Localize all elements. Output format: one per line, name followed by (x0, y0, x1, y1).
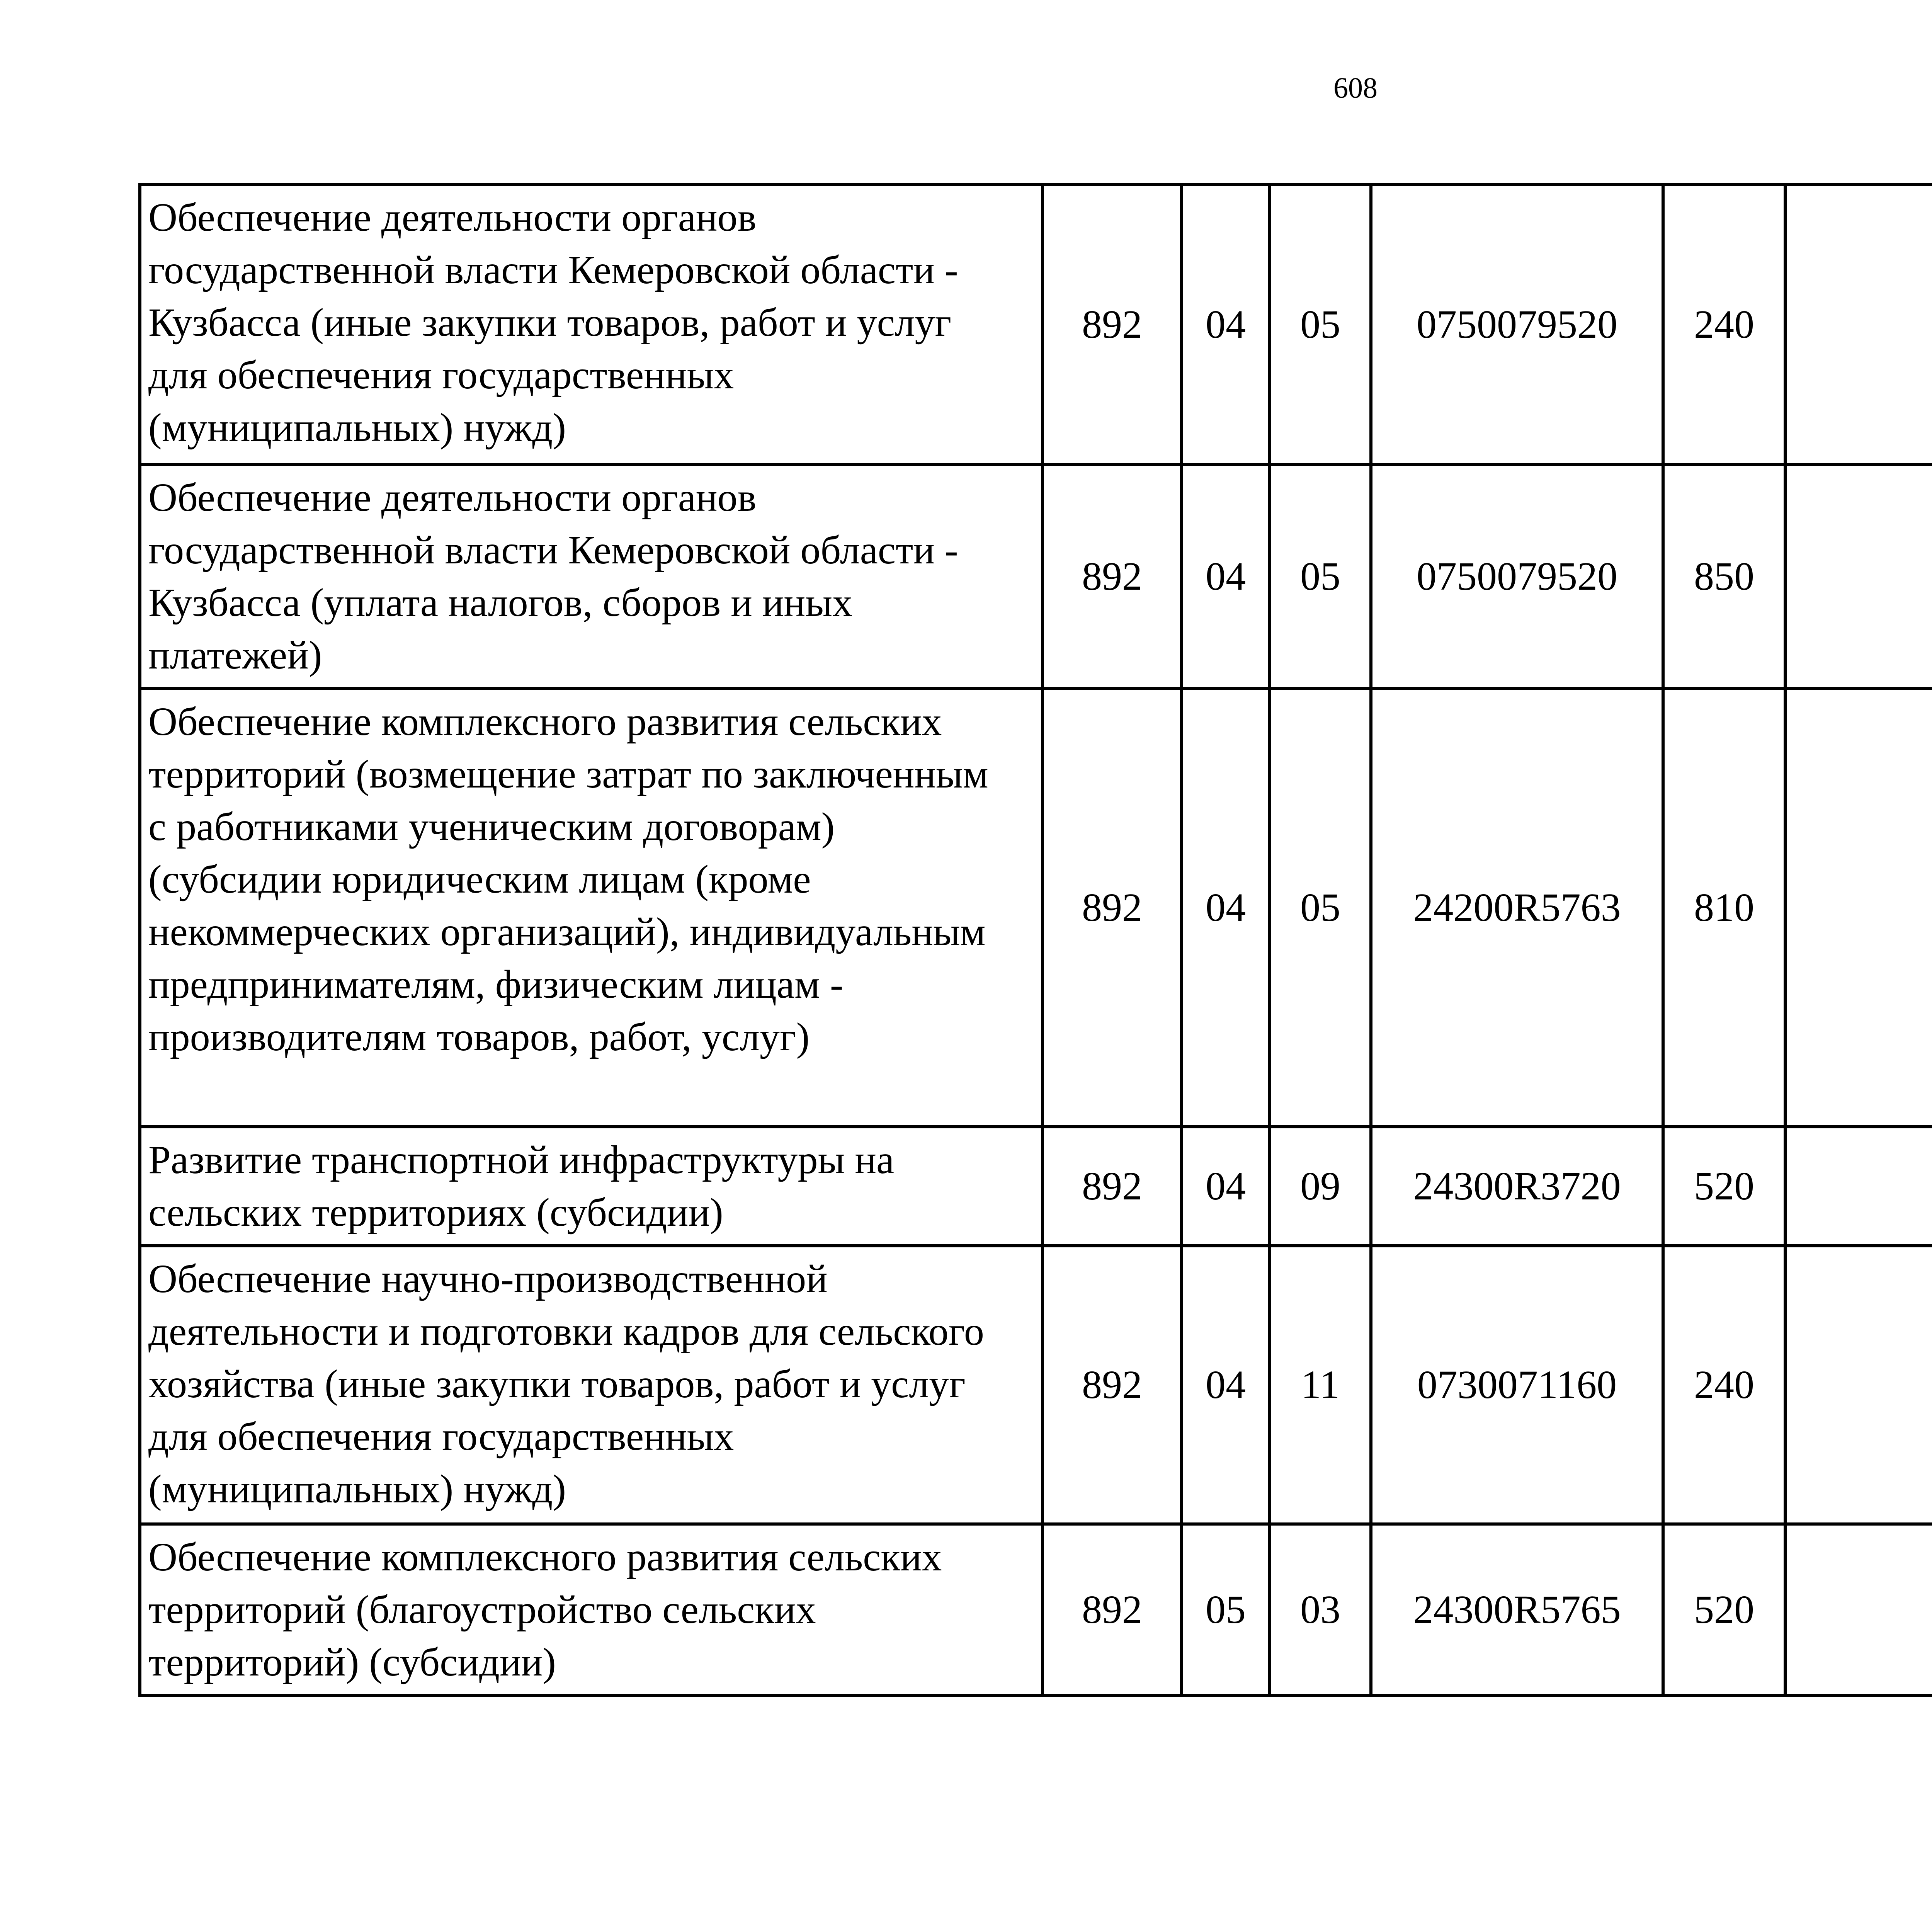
description-line: для обеспечения государственных (148, 1414, 734, 1459)
target-article-cell: 24300R5765 (1371, 1524, 1663, 1696)
description-cell (140, 1524, 1043, 1696)
description-line: территорий) (субсидии) (148, 1640, 556, 1684)
amount-year-1-cell (1785, 464, 1932, 689)
description-cell (140, 1127, 1043, 1246)
amount-year-1-cell (1785, 1246, 1932, 1524)
subsection-code-cell: 05 (1270, 464, 1371, 689)
ministry-code-cell: 892 (1043, 1524, 1182, 1696)
target-article-cell: 24300R3720 (1371, 1127, 1663, 1246)
description-line: (муниципальных) нужд) (148, 405, 566, 450)
description-line: производителям товаров, работ, услуг) (148, 1015, 810, 1059)
description-line: предпринимателям, физическим лицам - (148, 962, 844, 1007)
description-line: территорий (возмещение затрат по заключенным (148, 752, 988, 796)
target-article-cell: 0730071160 (1371, 1246, 1663, 1524)
description-line: Обеспечение комплексного развития сельских (148, 1535, 942, 1579)
subsection-code-cell: 09 (1270, 1127, 1371, 1246)
table-row (140, 689, 1932, 1127)
section-code-cell: 04 (1182, 1127, 1270, 1246)
description-line: Развитие транспортной инфраструктуры на (148, 1138, 895, 1182)
table-body (140, 184, 1932, 1696)
target-article-cell: 0750079520 (1371, 464, 1663, 689)
description-line: Кузбасса (иные закупки товаров, работ и услуг (148, 300, 952, 345)
page-number: 608 (1333, 72, 1378, 104)
section-code-cell: 04 (1182, 464, 1270, 689)
description-line: (муниципальных) нужд) (148, 1467, 566, 1511)
description-line: для обеспечения государственных (148, 353, 734, 397)
description-cell (140, 464, 1043, 689)
target-article-cell: 24200R5763 (1371, 689, 1663, 1127)
expense-type-cell: 240 (1663, 1246, 1785, 1524)
table-row (140, 184, 1932, 464)
section-code-cell: 04 (1182, 184, 1270, 464)
ministry-code-cell: 892 (1043, 464, 1182, 689)
description-line: государственной власти Кемеровской области - (148, 248, 958, 292)
description-line: Обеспечение комплексного развития сельских (148, 699, 942, 744)
description-line: платежей) (148, 633, 322, 677)
subsection-code-cell: 05 (1270, 689, 1371, 1127)
description-line: Обеспечение научно-производственной (148, 1257, 828, 1301)
ministry-code-cell: 892 (1043, 184, 1182, 464)
expense-type-cell: 240 (1663, 184, 1785, 464)
budget-table (138, 183, 1932, 1697)
subsection-code-cell: 03 (1270, 1524, 1371, 1696)
description-line: (субсидии юридическим лицам (кроме (148, 857, 811, 902)
expense-type-cell: 520 (1663, 1524, 1785, 1696)
amount-year-1-cell (1785, 184, 1932, 464)
subsection-code-cell: 11 (1270, 1246, 1371, 1524)
section-code-cell: 04 (1182, 689, 1270, 1127)
ministry-code-cell: 892 (1043, 1246, 1182, 1524)
description-line: государственной власти Кемеровской области - (148, 528, 958, 572)
table-row (140, 1127, 1932, 1246)
description-line: Обеспечение деятельности органов (148, 475, 757, 520)
description-line: территорий (благоустройство сельских (148, 1587, 816, 1632)
section-code-cell: 04 (1182, 1246, 1270, 1524)
description-line: хозяйства (иные закупки товаров, работ и услуг (148, 1362, 966, 1406)
target-article-cell: 0750079520 (1371, 184, 1663, 464)
table-row (140, 464, 1932, 689)
description-cell (140, 184, 1043, 464)
amount-year-1-cell (1785, 689, 1932, 1127)
expense-type-cell: 850 (1663, 464, 1785, 689)
description-line: деятельности и подготовки кадров для сельского (148, 1309, 984, 1354)
description-line: Кузбасса (уплата налогов, сборов и иных (148, 580, 853, 625)
table-row (140, 1524, 1932, 1696)
description-cell (140, 1246, 1043, 1524)
description-line: некоммерческих организаций), индивидуальным (148, 910, 986, 954)
section-code-cell: 05 (1182, 1524, 1270, 1696)
description-line: сельских территориях (субсидии) (148, 1190, 723, 1235)
subsection-code-cell: 05 (1270, 184, 1371, 464)
ministry-code-cell: 892 (1043, 1127, 1182, 1246)
table-row (140, 1246, 1932, 1524)
ministry-code-cell: 892 (1043, 689, 1182, 1127)
description-line: Обеспечение деятельности органов (148, 195, 757, 240)
description-line: с работниками ученическим договорам) (148, 805, 835, 849)
amount-year-1-cell (1785, 1127, 1932, 1246)
expense-type-cell: 520 (1663, 1127, 1785, 1246)
amount-year-1-cell (1785, 1524, 1932, 1696)
description-cell (140, 689, 1043, 1127)
expense-type-cell: 810 (1663, 689, 1785, 1127)
